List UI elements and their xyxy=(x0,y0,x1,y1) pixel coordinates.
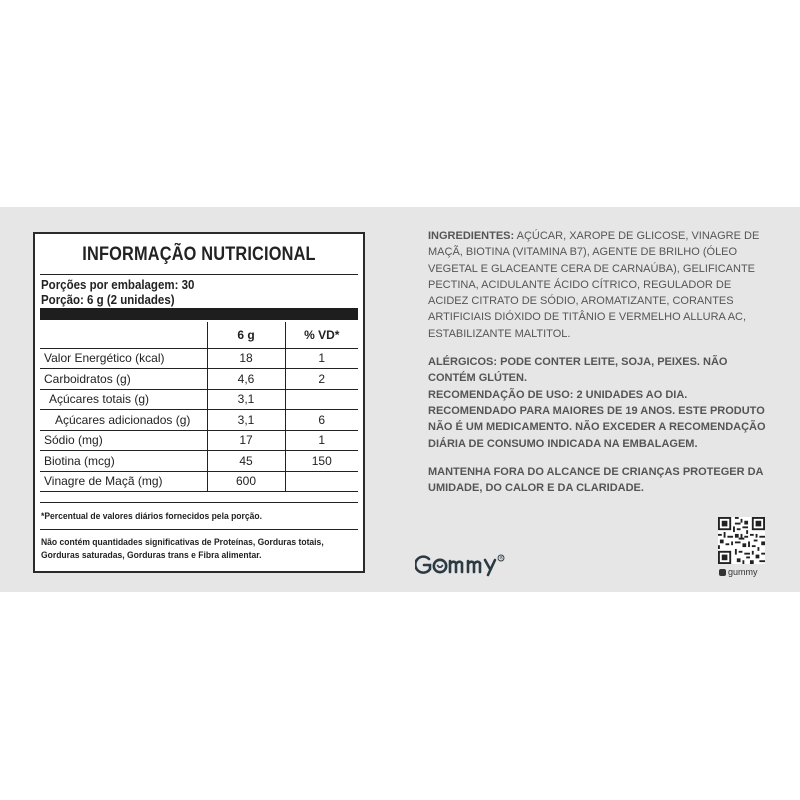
disclaimer-line-2: Gorduras saturadas, Gorduras trans e Fibra alimentar. xyxy=(41,550,262,561)
table-row xyxy=(40,389,358,410)
nutrient-dv xyxy=(285,471,358,492)
storage-text: MANTENHA FORA DO ALCANCE DE CRIANÇAS PROTEGER DA UMIDADE, DO CALOR E DA CLARIDADE. xyxy=(428,465,764,495)
nutrient-amount: 17 xyxy=(207,430,285,451)
divider xyxy=(40,529,358,530)
nutrient-dv: 2 xyxy=(285,369,358,390)
divider xyxy=(40,274,358,275)
nutrient-amount: 4,6 xyxy=(207,369,285,390)
ingredients-paragraph xyxy=(428,228,768,342)
social-handle[interactable] xyxy=(719,567,758,577)
nutrient-name: Açúcares adicionados (g) xyxy=(40,410,207,431)
dv-footnote: *Percentual de valores diários fornecidos pela porção. xyxy=(41,511,262,522)
table-row xyxy=(40,348,358,369)
recommendation-text: RECOMENDADO PARA MAIORES DE 19 ANOS. ESTE PRODUTO NÃO É UM MEDICAMENTO. NÃO EXCEDER A RECOMENDAÇÃO DIÁRIA DE CONSUMO INDICADA NA EMBALAGEM. xyxy=(428,404,766,450)
servings-per-package: Porções por embalagem: 30 xyxy=(41,278,195,292)
divider xyxy=(40,502,358,503)
nutrient-dv: 1 xyxy=(285,348,358,369)
ingredients-text: AÇÚCAR, XAROPE DE GLICOSE, VINAGRE DE MAÇÃ, BIOTINA (VITAMINA B7), AGENTE DE BRILHO (ÓLEO VEGETAL E GLACEANTE CERA DE CARNAÚBA), GELIFICANTE PECTINA, ACIDULANTE ÁCIDO CÍTRICO, REGULADOR DE ACIDEZ CITRATO DE SÓDIO, AROMATIZANTE, CORANTES ARTIFICIAIS DIÓXIDO DE TITÂNIO E VERMELHO ALLURA AC, ESTABILIZANTE MALTITOL. xyxy=(428,230,760,340)
nutrient-amount: 18 xyxy=(207,348,285,369)
nutrient-dv: 150 xyxy=(285,451,358,472)
table-row xyxy=(40,410,358,431)
nutrient-name: Carboidratos (g) xyxy=(40,369,207,390)
usage-text: RECOMENDAÇÃO DE USO: 2 UNIDADES AO DIA. xyxy=(428,388,688,401)
nutrition-table xyxy=(40,322,358,492)
nutrient-amount: 600 xyxy=(207,471,285,492)
qr-code[interactable] xyxy=(718,517,765,564)
nutrient-dv: 1 xyxy=(285,430,358,451)
gummy-logo-mark xyxy=(415,552,515,578)
header-name-cell xyxy=(40,322,207,348)
table-row xyxy=(40,451,358,472)
nutrient-name: Sódio (mg) xyxy=(40,430,207,451)
black-separator-bar xyxy=(40,308,358,320)
nutrition-title: INFORMAÇÃO NUTRICIONAL xyxy=(82,244,316,265)
nutrient-name: Vinagre de Maçã (mg) xyxy=(40,471,207,492)
disclaimer-line-1: Não contém quantidades significativas de Proteínas, Gorduras totais, xyxy=(41,537,324,548)
nutrient-amount: 3,1 xyxy=(207,410,285,431)
table-header-row xyxy=(40,322,358,348)
nutrient-amount: 45 xyxy=(207,451,285,472)
registered-mark: ® xyxy=(499,555,504,561)
allergens-text: ALÉRGICOS: PODE CONTER LEITE, SOJA, PEIXES. NÃO CONTÉM GLÚTEN. xyxy=(428,356,728,385)
table-row xyxy=(40,369,358,390)
nutrient-name: Açúcares totais (g) xyxy=(40,389,207,410)
nutrient-dv: 6 xyxy=(285,410,358,431)
gummy-logo xyxy=(415,552,515,584)
nutrient-amount: 3,1 xyxy=(207,389,285,410)
header-dv-cell: % VD* xyxy=(285,322,358,348)
table-row xyxy=(40,430,358,451)
nutrient-dv xyxy=(285,389,358,410)
table-row xyxy=(40,471,358,492)
serving-size: Porção: 6 g (2 unidades) xyxy=(41,293,175,307)
ingredients-label: INGREDIENTES: xyxy=(428,230,515,242)
header-amount-cell: 6 g xyxy=(207,322,285,348)
product-info-text xyxy=(428,228,768,508)
nutrition-facts-panel xyxy=(33,232,365,573)
nutrient-name: Valor Energético (kcal) xyxy=(40,348,207,369)
nutrient-name: Biotina (mcg) xyxy=(40,451,207,472)
social-handle-text: gummy xyxy=(728,567,758,577)
instagram-icon xyxy=(719,569,726,576)
